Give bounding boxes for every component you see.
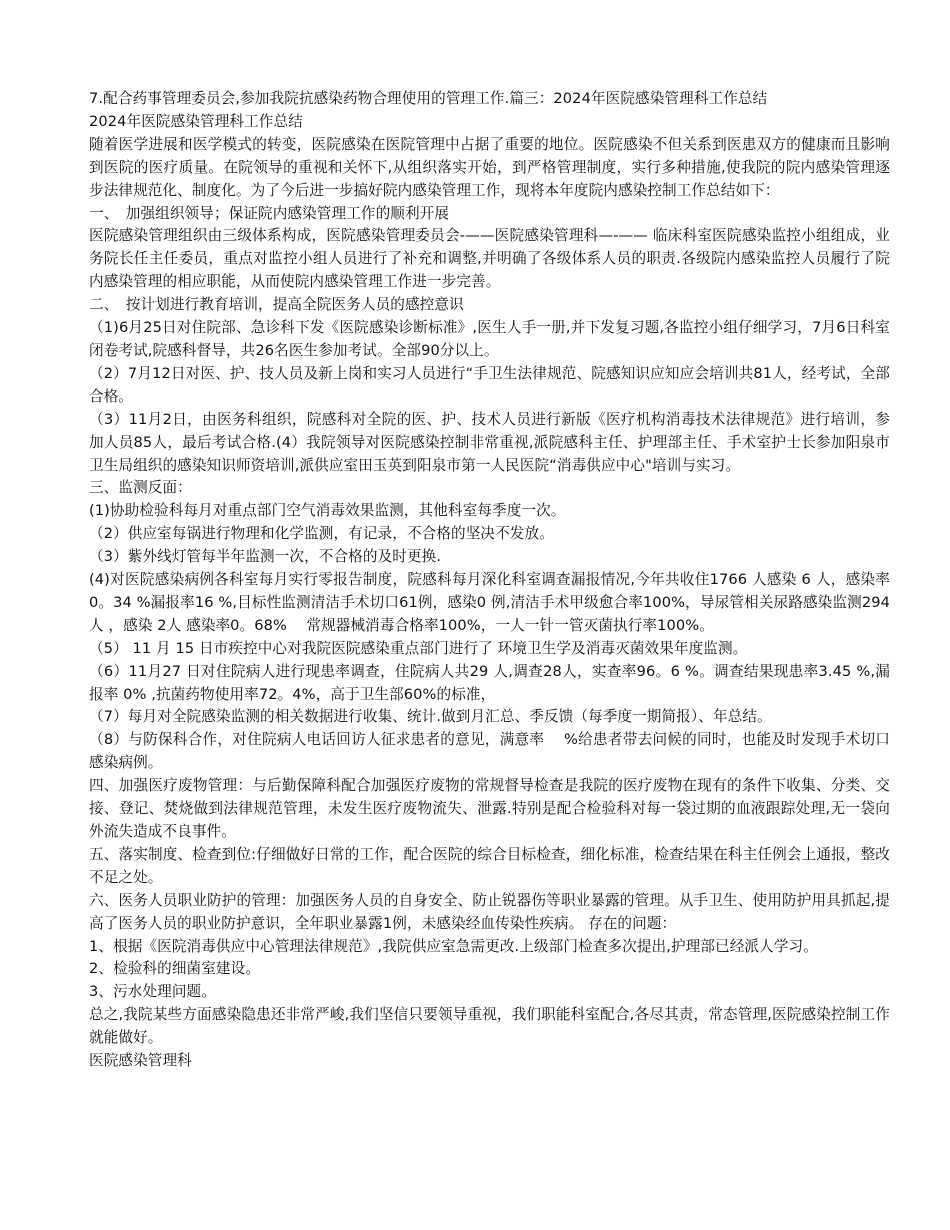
- paragraph-heading-line: 7.配合药事管理委员会,参加我院抗感染药物合理使用的管理工作.篇三：2024年医院感染管理科工作总结: [89, 90, 768, 107]
- section-occupational-protection: 六、医务人员职业防护的管理：加强医务人员的自身安全、防止锐器伤等职业暴露的管理。从手卫生、使用防护用具抓起,提高了医务人员的职业防护意识，全年职业暴露1例，未感染经血传染性疾病。 存在的问题：: [89, 891, 890, 932]
- issue-item-3: 3、污水处理问题。: [89, 983, 216, 1001]
- section-heading-3: 三、监测反面：: [89, 479, 192, 497]
- monitoring-item-8: （8）与防保科合作，对住院病人电话回访人征求患者的意见，满意率 %给患者带去问候的同时，也能及时发现手术切口感染病例。: [89, 731, 890, 772]
- section-heading-1: 一、 加强组织领导；保证院内感染管理工作的顺利开展: [89, 204, 450, 222]
- document-body: [89, 88, 890, 1073]
- issue-item-1: 1、根据《医院消毒供应中心管理法律规范》,我院供应室急需更改.上级部门检查多次提出,护理部已经派人学习。: [89, 937, 818, 955]
- paragraph-intro: 随着医学进展和医学模式的转变，医院感染在医院管理中占据了重要的地位。医院感染不但关系到医患双方的健康而且影响到医院的医疗质量。在院领导的重视和关怀下,从组织落实开始，到严格管理制度，实行多种措施,使我院的院内感染管理逐步法律规范化、制度化。为了今后进一步搞好院内感染管理工作，现将本年度院内感染控制工作总结如下：: [89, 135, 890, 199]
- issue-item-2: 2、检验科的细菌室建设。: [89, 960, 261, 978]
- training-item-1: （1)6月25日对住院部、急诊科下发《医院感染诊断标准》,医生人手一册,并下发复习题,各监控小组仔细学习，7月6日科室闭卷考试,院感科督导，共26名医生参加考试。全部90分以上。: [89, 319, 890, 359]
- signature-department: 医院感染管理科: [89, 1052, 192, 1070]
- monitoring-item-3: （3）紫外线灯管每半年监测一次，不合格的及时更换.: [89, 548, 442, 566]
- monitoring-item-4: (4)对医院感染病例各科室每月实行零报告制度，院感科每月深化科室调查漏报情况,今年共收住1766 人感染 6 人，感染率0。34 %漏报率16 %,目标性监测清洁手术切口61例，感染0 例,清洁手术甲级愈合率100%，导尿管相关尿路感染监测294人 ，感染 2人 感染率0。68% 常规器械消毒合格率100%，一人一针一管灭菌执行率100%。: [89, 571, 890, 634]
- section-system-inspection: 五、落实制度、检查到位:仔细做好日常的工作，配合医院的综合目标检查，细化标准，检查结果在科主任例会上通报，整改不足之处。: [89, 845, 890, 886]
- paragraph-conclusion: 总之,我院某些方面感染隐患还非常严峻,我们坚信只要领导重视，我们职能科室配合,各尽其责，常态管理,医院感染控制工作就能做好。: [89, 1006, 890, 1047]
- section-heading-2: 二、 按计划进行教育培训，提高全院医务人员的感控意识: [89, 296, 464, 314]
- paragraph-organization: 医院感染管理组织由三级体系构成，医院感染管理委员会-——医院感染管理科—-—— 临床科室医院感染监控小组组成，业务院长任主任委员，重点对监控小组人员进行了补充和调整,并明确了各级体系人员的职责.各级院内感染监控人员履行了院内感染管理的相应职能，从而使院内感染管理工作进一步完善。: [89, 227, 890, 291]
- training-item-3: （3）11月2日，由医务科组织，院感科对全院的医、护、技术人员进行新版《医疗机构消毒技术法律规范》进行培训，参加人员85人，最后考试合格.(4）我院领导对医院感染控制非常重视,派院感科主任、护理部主任、手术室护士长参加阳泉市卫生局组织的感染知识师资培训,派供应室田玉英到阳泉市第一人民医院“消毒供应中心"培训与实习。: [89, 410, 890, 474]
- monitoring-item-1: (1)协助检验科每月对重点部门空气消毒效果监测，其他科室每季度一次。: [89, 502, 566, 520]
- training-item-2: （2）7月12日对医、护、技人员及新上岗和实习人员进行“手卫生法律规范、院感知识应知应会培训共81人，经考试，全部合格。: [89, 364, 890, 405]
- monitoring-item-5: （5） 11 月 15 日市疾控中心对我院医院感染重点部门进行了 环境卫生学及消毒灭菌效果年度监测。: [89, 639, 748, 657]
- section-waste-management: 四、加强医疗废物管理：与后勤保障科配合加强医疗废物的常规督导检查是我院的医疗废物在现有的条件下收集、分类、交接、登记、焚烧做到法律规范管理，未发生医疗废物流失、泄露.特别是配合检验科对每一袋过期的血液跟踪处理,无一袋向外流失造成不良事件。: [89, 777, 890, 840]
- monitoring-item-2: （2）供应室每锅进行物理和化学监测，有记录，不合格的坚决不发放。: [89, 525, 554, 543]
- monitoring-item-6: （6）11月27 日对住院病人进行现患率调查，住院病人共29 人,调查28人，实查率96。6 %。调查结果现患率3.45 %,漏报率 0% ,抗菌药物使用率72。4%，高于卫生部60%的标准，: [89, 662, 890, 703]
- paragraph-title: 2024年医院感染管理科工作总结: [89, 112, 303, 130]
- monitoring-item-7: （7）每月对全院感染监测的相关数据进行收集、统计.做到月汇总、季反馈（每季度一期简报）、年总结。: [89, 708, 772, 726]
